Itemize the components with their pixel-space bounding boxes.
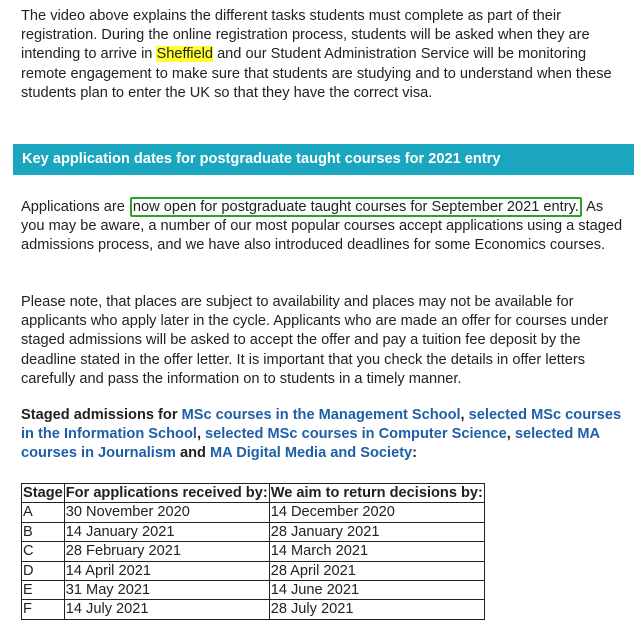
staged-prefix: Staged admissions for <box>21 407 182 423</box>
link-journalism[interactable]: selected MA courses in Journalism <box>21 426 600 462</box>
cell-decisions-by: 14 March 2021 <box>269 542 484 561</box>
applications-paragraph <box>21 198 627 256</box>
cell-received-by: 14 January 2021 <box>64 522 269 541</box>
cell-stage: C <box>22 542 65 561</box>
link-information-school[interactable]: selected MSc courses in the Information School <box>21 407 622 443</box>
cell-decisions-by: 14 June 2021 <box>269 581 484 600</box>
link-computer-science[interactable]: selected MSc courses in Computer Science <box>205 426 507 443</box>
table-row <box>22 561 485 580</box>
staged-suffix: : <box>412 445 418 462</box>
applications-text-2: As you may be aware, a number of our most popular courses accept applications using a staged admissions process, and we have also introduced deadlines for some Economics courses. <box>21 199 623 254</box>
header-stage: Stage <box>23 485 63 501</box>
staged-admissions-paragraph <box>21 406 627 464</box>
staged-admissions-table <box>21 483 485 620</box>
link-management-school[interactable]: MSc courses in the Management School <box>181 407 461 423</box>
link-digital-media[interactable]: MA Digital Media and Society <box>209 445 413 462</box>
cell-decisions-by: 28 April 2021 <box>269 561 484 580</box>
intro-text-1: The video above explains the different tasks students must complete as part of their registration. During the online registration process, students will be asked when they are intending to arrive in <box>21 8 590 63</box>
cell-stage: E <box>22 581 65 600</box>
notice-paragraph: Please note, that places are subject to availability and places may not be available for applicants who apply later in the cycle. Applicants who are made an offer for courses under staged admissions will be asked to accept the offer and pay a tuition fee deposit by the deadline stated in the offer letter. It is important that you check the details in offer letters carefully and pass the information on to students in a timely manner. <box>21 294 609 387</box>
cell-received-by: 14 July 2021 <box>64 600 269 619</box>
header-decisions-by: We aim to return decisions by: <box>270 485 483 501</box>
table-row <box>22 503 485 522</box>
cell-received-by: 31 May 2021 <box>64 581 269 600</box>
header-received-by: For applications received by: <box>65 485 268 501</box>
cell-stage: D <box>22 561 65 580</box>
cell-received-by: 30 November 2020 <box>64 503 269 522</box>
staged-sep-3: , <box>506 426 515 443</box>
cell-decisions-by: 28 July 2021 <box>269 600 484 619</box>
staged-sep-2: , <box>196 426 206 443</box>
staged-sep-1: , <box>460 407 469 423</box>
cell-stage: A <box>22 503 65 522</box>
cell-decisions-by: 14 December 2020 <box>269 503 484 522</box>
cell-received-by: 14 April 2021 <box>64 561 269 580</box>
intro-text-2: and our Student Administration Service will be monitoring remote engagement to make sure that students are studying and to understand when these students plan to enter the UK so that they have the correct visa. <box>21 46 612 101</box>
cell-received-by: 28 February 2021 <box>64 542 269 561</box>
boxed-open-applications: now open for postgraduate taught courses for September 2021 entry. <box>130 197 582 217</box>
staged-sep-4: and <box>175 445 210 462</box>
cell-stage: F <box>22 600 65 619</box>
table-row <box>22 600 485 619</box>
table-row <box>22 522 485 541</box>
table-row <box>22 581 485 600</box>
highlighted-sheffield: Sheffield <box>156 46 214 63</box>
applications-text-1: Applications are <box>21 199 129 215</box>
cell-stage: B <box>22 522 65 541</box>
table-row <box>22 542 485 561</box>
section-heading-banner: Key application dates for postgraduate taught courses for 2021 entry <box>13 144 634 175</box>
intro-paragraph <box>21 7 627 103</box>
cell-decisions-by: 28 January 2021 <box>269 522 484 541</box>
table-header-row <box>22 484 485 503</box>
